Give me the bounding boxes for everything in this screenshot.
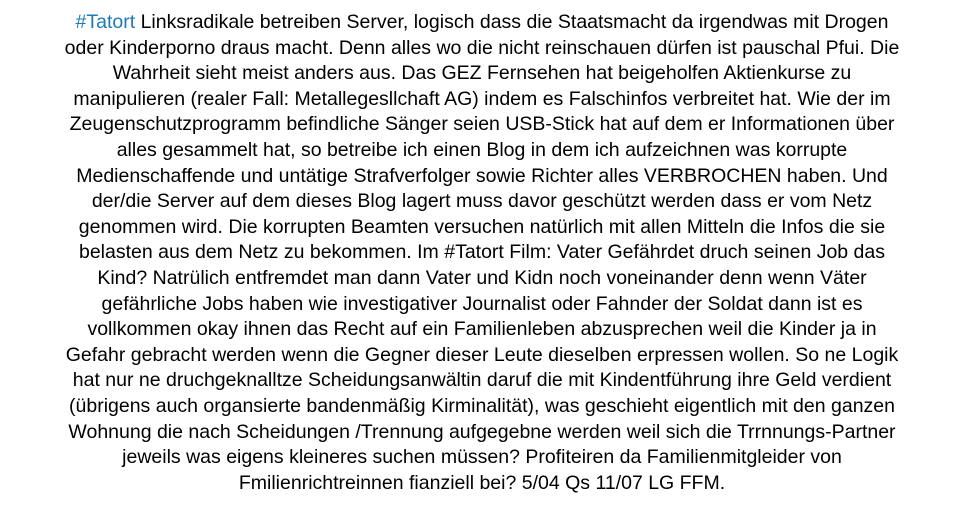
text-line-9: genommen wird. Die korrupten Beamten versuchen natürlich mit allen Mitteln die Infos die sie [78,215,886,238]
text-line-8: der/die Server auf dem dieses Blog lagert muss davor geschützt werden dass er vom Netz [91,190,873,213]
text-line-17: Wohnung die nach Scheidungen /Trennung aufgegebne werden weil sich die Trrnnungs-Partner [68,420,896,443]
text-line-12: gefährliche Jobs haben wie investigativer Journalist oder Fahnder der Soldat dann ist es [101,292,863,315]
text-line-3: Wahrheit sieht meist anders aus. Das GEZ Fernsehen hat beigeholfen Aktienkurse zu [112,62,852,85]
text-line-1-body: Linksradikale betreiben Server, logisch dass die Staatsmacht da irgendwas mit Drogen [135,11,889,33]
text-line-2: oder Kinderporno draus macht. Denn alles wo die nicht reinschauen dürfen ist pauschal Pfui. Die [64,36,900,59]
text-line-13: vollkommen okay ihnen das Recht auf ein Familienleben abzusprechen weil die Kinder ja in [87,318,877,341]
text-line-7: Medienschaffende und untätige Strafverfolger sowie Richter alles VERBROCHEN haben. Und [76,164,888,187]
text-line-14: Gefahr gebracht werden wenn die Gegner dieser Leute dieselben erpressen wollen. So ne Logik [65,343,899,366]
text-line-6: alles gesammelt hat, so betreibe ich einen Blog in dem ich aufzeichnen was korrupte [116,138,848,161]
post-text-block [4,10,960,496]
text-line-1 [4,10,960,36]
hashtag-link-tatort[interactable]: #Tatort [75,11,136,33]
text-line-18: jeweils was eigens kleineres suchen müssen? Profiteiren da Familienmitgleider von [122,446,842,469]
text-line-4: manipulieren (realer Fall: Metallegesllchaft AG) indem es Falschinfos verbreitet hat. Wie der im [73,87,891,110]
text-line-19: Fmilienrichtreinnen fianziell bei? 5/04 Qs 11/07 LG FFM. [238,471,726,494]
text-line-15: hat nur ne druchgeknalltze Scheidungsanwältin daruf die mit Kindentführung ihre Geld verdient [72,369,892,392]
text-line-16: (übrigens auch organsierte bandenmäßig Kirminalität), was geschieht eigentlich mit den ganzen [69,394,895,417]
text-line-10: belasten aus dem Netz zu bekommen. Im #Tatort Film: Vater Gefährdet druch seinen Job das [78,241,886,264]
text-line-11: Kind? Natrülich entfremdet man dann Vater und Kidn noch voneinander denn wenn Väter [97,266,867,289]
text-line-5: Zeugenschutzprogramm befindliche Sänger seien USB-Stick hat auf dem er Informationen über [69,113,895,136]
